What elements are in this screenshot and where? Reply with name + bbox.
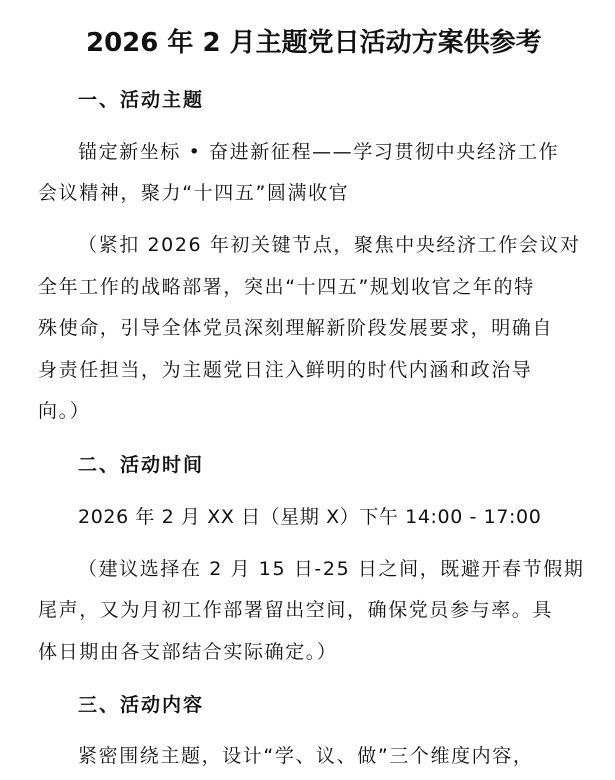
section-heading-theme: 一、活动主题 [78,89,205,111]
section-heading-time: 二、活动时间 [78,454,205,476]
paragraph-line: 锚定新坐标 • 奋进新征程——学习贯彻中央经济工作 [78,141,560,163]
paragraph-line: 尾声，又为月初工作部署留出空间，确保党员参与率。具 [38,599,554,621]
paragraph-line: 紧密围绕主题，设计“学、议、做”三个维度内容， [78,745,534,767]
paragraph-line: 会议精神，聚力“十四五”圆满收官 [38,182,350,204]
paragraph-line: 殊使命，引导全体党员深刻理解新阶段发展要求，明确自 [38,317,554,339]
paragraph-line: 2026 年 2 月 XX 日（星期 X）下午 14:00 - 17:00 [78,506,542,528]
document-title: 2026 年 2 月主题党日活动方案供参考 [86,28,542,58]
paragraph-line: 身责任担当，为主题党日注入鲜明的时代内涵和政治导 [38,359,533,381]
paragraph-line: （建议选择在 2 月 15 日-25 日之间，既避开春节假期 [78,558,585,580]
paragraph-line: 向。） [38,400,91,422]
paragraph-line: （紧扣 2026 年初关键节点，聚焦中央经济工作会议对 [78,234,581,256]
section-heading-content: 三、活动内容 [78,694,205,716]
paragraph-line: 体日期由各支部结合实际确定。） [38,641,338,663]
paragraph-line: 全年工作的战略部署，突出“十四五”规划收官之年的特 [38,276,535,298]
